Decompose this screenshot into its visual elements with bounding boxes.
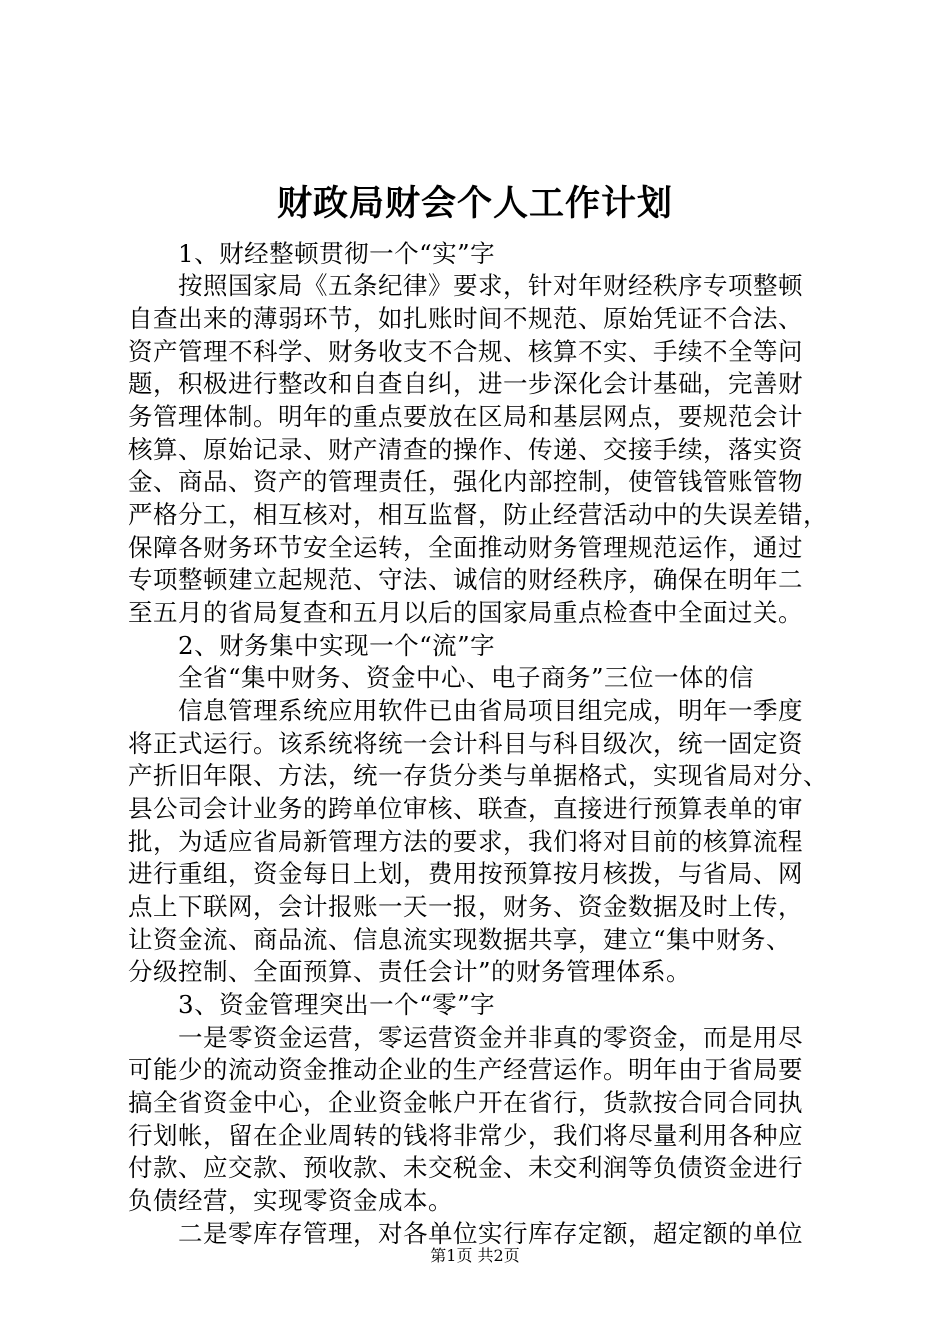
paragraph-line: 可能少的流动资金推动企业的生产经营运作。明年由于省局要 <box>128 1055 803 1084</box>
section-heading-3: 3、资金管理突出一个“零”字 <box>178 990 496 1019</box>
paragraph-line: 产折旧年限、方法，统一存货分类与单据格式，实现省局对分、 <box>128 761 828 790</box>
paragraph-line: 搞全省资金中心，企业资金帐户开在省行，货款按合同合同执 <box>128 1088 803 1117</box>
paragraph-line: 一是零资金运营，零运营资金并非真的零资金，而是用尽 <box>178 1023 803 1052</box>
paragraph-line: 县公司会计业务的跨单位审核、联查，直接进行预算表单的审 <box>128 794 803 823</box>
paragraph-line: 专项整顿建立起规范、守法、诚信的财经秩序，确保在明年二 <box>128 565 803 594</box>
paragraph-line: 保障各财务环节安全运转，全面推动财务管理规范运作，通过 <box>128 533 803 562</box>
page-footer: 第1页 共2页 <box>430 1246 520 1265</box>
paragraph-line: 资产管理不科学、财务收支不合规、核算不实、手续不全等问 <box>128 337 803 366</box>
paragraph-line: 信息管理系统应用软件已由省局项目组完成，明年一季度 <box>178 696 803 725</box>
paragraph-line: 严格分工，相互核对，相互监督，防止经营活动中的失误差错， <box>128 500 828 529</box>
paragraph-line: 核算、原始记录、财产清查的操作、传递、交接手续，落实资 <box>128 435 803 464</box>
paragraph-line: 二是零库存管理，对各单位实行库存定额，超定额的单位 <box>178 1219 803 1248</box>
paragraph-line: 点上下联网，会计报账一天一报，财务、资金数据及时上传， <box>128 892 803 921</box>
section-heading-2: 2、财务集中实现一个“流”字 <box>178 631 496 660</box>
paragraph-line: 至五月的省局复查和五月以后的国家局重点检查中全面过关。 <box>128 598 803 627</box>
paragraph-line: 金、商品、资产的管理责任，强化内部控制，使管钱管账管物 <box>128 467 803 496</box>
paragraph-line: 分级控制、全面预算、责任会计”的财务管理体系。 <box>128 957 692 986</box>
paragraph-line: 负债经营，实现零资金成本。 <box>128 1186 453 1215</box>
document-title: 财政局财会个人工作计划 <box>276 183 673 224</box>
paragraph-line: 题，积极进行整改和自查自纠，进一步深化会计基础，完善财 <box>128 369 803 398</box>
paragraph-line: 行划帐，留在企业周转的钱将非常少，我们将尽量利用各种应 <box>128 1121 803 1150</box>
paragraph-line: 付款、应交款、预收款、未交税金、未交利润等负债资金进行 <box>128 1153 803 1182</box>
paragraph-line: 进行重组，资金每日上划，费用按预算按月核拨，与省局、网 <box>128 859 803 888</box>
paragraph-line: 批，为适应省局新管理方法的要求，我们将对目前的核算流程 <box>128 827 803 856</box>
paragraph-line: 全省“集中财务、资金中心、电子商务”三位一体的信 <box>178 663 755 692</box>
section-heading-1: 1、财经整顿贯彻一个“实”字 <box>178 239 496 268</box>
paragraph-line: 将正式运行。该系统将统一会计科目与科目级次，统一固定资 <box>128 729 803 758</box>
paragraph-line: 让资金流、商品流、信息流实现数据共享，建立“集中财务、 <box>128 925 792 954</box>
paragraph-line: 务管理体制。明年的重点要放在区局和基层网点，要规范会计 <box>128 402 803 431</box>
paragraph-line: 按照国家局《五条纪律》要求，针对年财经秩序专项整顿 <box>178 271 803 300</box>
paragraph-line: 自查出来的薄弱环节，如扎账时间不规范、原始凭证不合法、 <box>128 304 803 333</box>
